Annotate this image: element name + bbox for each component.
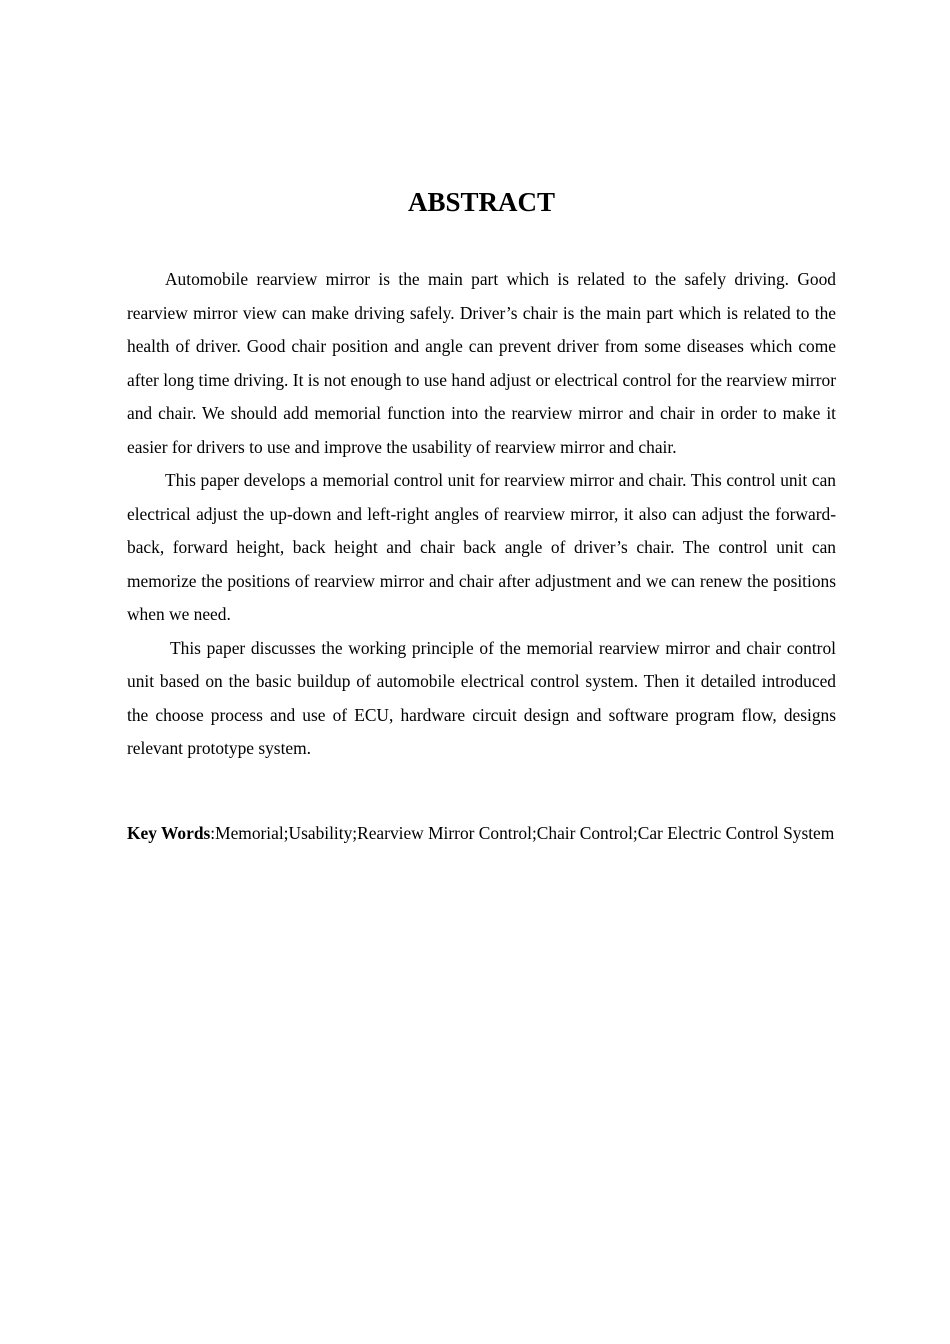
- abstract-paragraph-1: Automobile rearview mirror is the main part which is related to the safely driving. Good rearview mirror view can make driving safely. Driver’s chair is the main part which is related to the health of driver. Good chair position and angle can prevent driver from some diseases which come after long time driving. It is not enough to use hand adjust or electrical control for the rearview mirror and chair. We should add memorial function into the rearview mirror and chair in order to make it easier for drivers to use and improve the usability of rearview mirror and chair.: [127, 269, 836, 457]
- keywords-separator: :: [210, 823, 216, 843]
- abstract-body: [127, 263, 836, 766]
- abstract-paragraph-2: This paper develops a memorial control unit for rearview mirror and chair. This control unit can electrical adjust the up-down and left-right angles of rearview mirror, it also can adjust the forward-back, forward height, back height and chair back angle of driver’s chair. The control unit can memorize the positions of rearview mirror and chair after adjustment and we can renew the positions when we need.: [127, 470, 836, 624]
- keywords-line: [127, 811, 836, 856]
- keywords-label: Key Words: [127, 823, 211, 843]
- keywords-text: Memorial;Usability;Rearview Mirror Control;Chair Control;Car Electric Control System: [215, 823, 835, 843]
- abstract-paragraph-3: This paper discusses the working principle of the memorial rearview mirror and chair control unit based on the basic buildup of automobile electrical control system. Then it detailed introduced the choose process and use of ECU, hardware circuit design and software program flow, designs relevant prototype system.: [127, 637, 836, 758]
- abstract-heading: ABSTRACT: [407, 187, 556, 217]
